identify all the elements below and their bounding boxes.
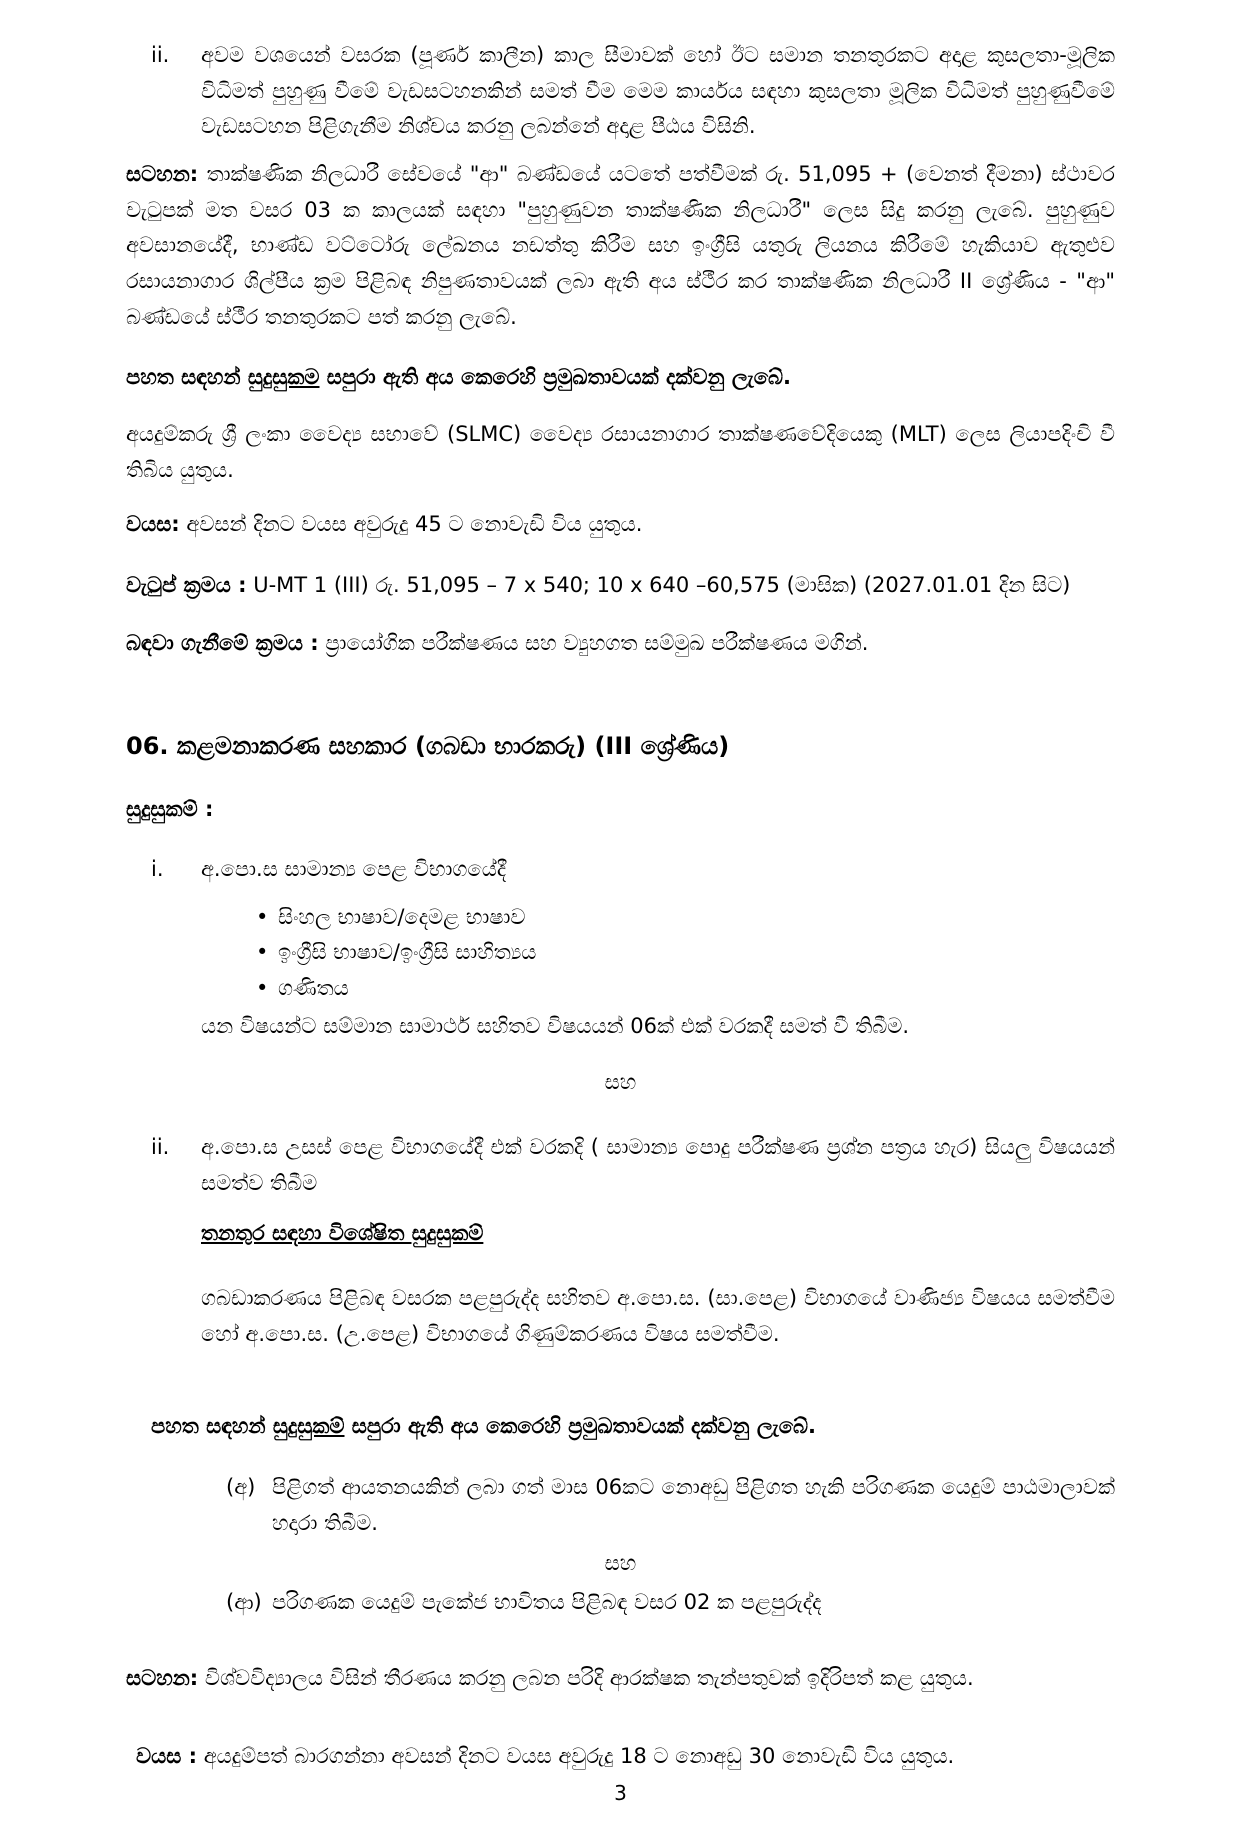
- age-label: වයස :: [136, 1743, 198, 1768]
- section-06-heading: 06. කළමනාකරණ සහකාර (ගබඩා භාරකරු) (III ශ්‍රේණිය): [126, 731, 730, 760]
- list-marker: (අ): [226, 1475, 256, 1500]
- priority-item-text: පිළිගත් ආයතනයකින් ලබා ගත් මාස 06කට නොඅඩු පිළිගත හැකි පරිගණක යෙදුම් පාඨමාලාවක් හදාරා තිබීම.: [272, 1475, 1115, 1536]
- specific-qualifications-heading: තනතුර සඳහා විශේෂිත සුදුසුකම්: [201, 1220, 484, 1245]
- salary-label: වැටුප් ක්‍රමය :: [126, 573, 247, 598]
- list-item: [256, 971, 1115, 1007]
- age-limit-sec5: [126, 507, 1115, 543]
- priority-underlined-word: සුදුසුකම්: [272, 1413, 345, 1438]
- qualifications-label: සුදුසුකම් :: [126, 797, 214, 822]
- list-marker: i.: [151, 857, 164, 882]
- priority-underlined-word: සුදුසුකම: [247, 364, 320, 389]
- list-item: [256, 935, 1115, 971]
- age-text: අයදුම්පත් බාරගන්නා අවසන් දිනට වයස අවුරුදු 18 ට නොඅඩු 30 නොවැඩි විය යුතුය.: [197, 1743, 955, 1768]
- note-paragraph-sec6: [126, 1661, 1115, 1697]
- priority-prefix: පහත සඳහන්: [151, 1413, 273, 1438]
- note-label: සටහන:: [126, 162, 199, 187]
- subject-bullet-list: [256, 900, 1115, 1007]
- qualification-text: අ.පො.ස සාමාන්‍ය පෙළ විභාගයේදී: [201, 857, 507, 882]
- and-connector: සහ: [604, 1550, 637, 1575]
- list-marker: ii.: [151, 43, 170, 67]
- qualification-item-ii-sec6: [126, 1130, 1115, 1201]
- bullet-icon: •: [256, 904, 269, 929]
- recruitment-label: බඳවා ගැනීමේ ක්‍රමය :: [126, 630, 319, 655]
- note-text: විශ්වවිද්‍යාලය විසින් තීරණය කරනු ලබන පරිදි ආරක්ෂක තැන්පතුවක් ඉදිරිපත් කළ යුතුය.: [198, 1666, 974, 1691]
- recruitment-text: ප්‍රායෝගික පරීක්ෂණය සහ ව්‍යුහගත සම්මුඛ පරීක්ෂණය මගින්.: [318, 630, 869, 655]
- note-label: සටහන:: [126, 1666, 199, 1691]
- salary-text: U-MT 1 (III) රු. 51,095 – 7 x 540; 10 x 640 –60,575 (මාසික) (2027.01.01 දින සිට): [246, 573, 1071, 598]
- priority-statement-sec6: [151, 1409, 1115, 1445]
- qualification-text: අවම වශයෙන් වසරක (පූර්ණ කාලීන) කාල සීමාවක් හෝ ඊට සමාන තනතුරකට අදාළ කුසලතා-මූලික විධිමත් පුහුණු වීමේ වැඩසටහනකින් සමත් වීම මෙම කාර්යය සඳහා කුසලතා මූලික විධිමත් පුහුණුවීමේ වැඩසටහන පිළිගැනීම නිශ්චය කරනු ලබන්නේ අදාළ පීඨය විසිනි.: [201, 43, 1115, 139]
- priority-item-aa: [126, 1585, 1115, 1621]
- priority-statement-sec5: [126, 360, 1115, 396]
- list-marker: ii.: [151, 1135, 170, 1160]
- priority-prefix: පහත සඳහන්: [126, 364, 248, 389]
- priority-suffix: සපුරා ඇති අය කෙරෙහි ප්‍රමුඛතාවයක් දක්වනු ලැබේ.: [344, 1413, 817, 1438]
- recruitment-method-line: [126, 626, 1115, 662]
- qualification-text: අ.පො.ස උසස් පෙළ විභාගයේදී එක් වරකදි ( සාමාන්‍ය පොදු පරීක්ෂණ ප්‍රශ්න පත්‍රය හැර) සියලු විෂයයන් සමත්ව තිබීම: [201, 1135, 1115, 1195]
- qualification-item-ii-sec5: [126, 38, 1115, 145]
- qualification-item-i-sec6: [126, 852, 1115, 888]
- age-limit-sec6: [136, 1739, 1115, 1775]
- slmc-registration-paragraph: අයදුම්කරු ශ්‍රී ලංකා වෛද්‍ය සභාවේ (SLMC) වෛද්‍ය රසායනාගාර තාක්ෂණවේදියෙකු (MLT) ලෙස ලියාපදිංචි වී තිබිය යුතුය.: [126, 422, 1115, 482]
- subjects-pass-note: යන විෂයන්ට සම්මාන සාමාර්ථ සහිතව විෂයයන් 06ක් එක් වරකදී සමත් වී තිබීම.: [201, 1013, 910, 1038]
- priority-item-text: පරිගණක යෙදුම් පැකේජ භාවිතය පිළිබඳ වසර 02 ක පළපුරුද්ද: [272, 1590, 822, 1615]
- note-paragraph-sec5: [126, 157, 1115, 335]
- subject-name: ගණිතය: [278, 976, 349, 1001]
- subject-name: ඉංග්‍රීසි භාෂාව/ඉංග්‍රීසි සාහිත්‍යය: [278, 940, 537, 965]
- age-label: වයස:: [126, 511, 180, 536]
- and-connector: සහ: [604, 1069, 637, 1094]
- specific-qualifications-text: ගබඩාකරණය පිළිබඳ වසරක පළපුරුද්ද සහිතව අ.පො.ස. (සා.පෙළ) විභාගයේ වාණිජ්‍ය විෂයය සමත්වීම හෝ අ.පො.ස. (උ.පෙළ) විභාගයේ ගිණුම්කරණය විෂය සමත්වීම.: [201, 1286, 1115, 1346]
- list-item: [256, 900, 1115, 936]
- subject-name: සිංහල භාෂාව/දෙමළ භාෂාව: [278, 904, 526, 929]
- priority-item-a: [126, 1470, 1115, 1541]
- age-text: අවසන් දිනට වයස අවුරුදු 45 ට නොවැඩි විය යුතුය.: [179, 511, 643, 536]
- list-marker: (ආ): [226, 1590, 262, 1615]
- page-number: 3: [614, 1781, 627, 1806]
- priority-suffix: සපුරා ඇති අය කෙරෙහි ප්‍රමුඛතාවයක් දක්වනු ලැබේ.: [319, 364, 792, 389]
- bullet-icon: •: [256, 940, 269, 965]
- note-text: තාක්ෂණික නිලධාරී සේවයේ "ආ" බණ්ඩයේ යටතේ පත්වීමක් රු. 51,095 + (වෙනත් දීමනා) ස්ථාවර වැටුපක් මත වසර 03 ක කාලයක් සඳහා "පුහුණුවන තාක්ෂණික නිලධාරී" ලෙස සිදු කරනු ලැබේ. පුහුණුව අවසානයේදී, භාණ්ඩ වට්ටෝරු ලේඛනය නඩත්තු කිරීම සහ ඉංග්‍රීසි යතුරු ලියනය කිරීමේ හැකියාව ඇතුළුව රසායනාගාර ශිල්පීය ක්‍රම පිළිබඳ නිපුණතාවයක් ලබා ඇති අය ස්ථීර කර තාක්ෂණික නිලධාරී II ශ්‍රේණිය - "ආ" බණ්ඩයේ ස්ථීර තනතුරකට පත් කරනු ලැබේ.: [126, 162, 1115, 329]
- salary-scale-line: [126, 568, 1115, 604]
- bullet-icon: •: [256, 976, 269, 1001]
